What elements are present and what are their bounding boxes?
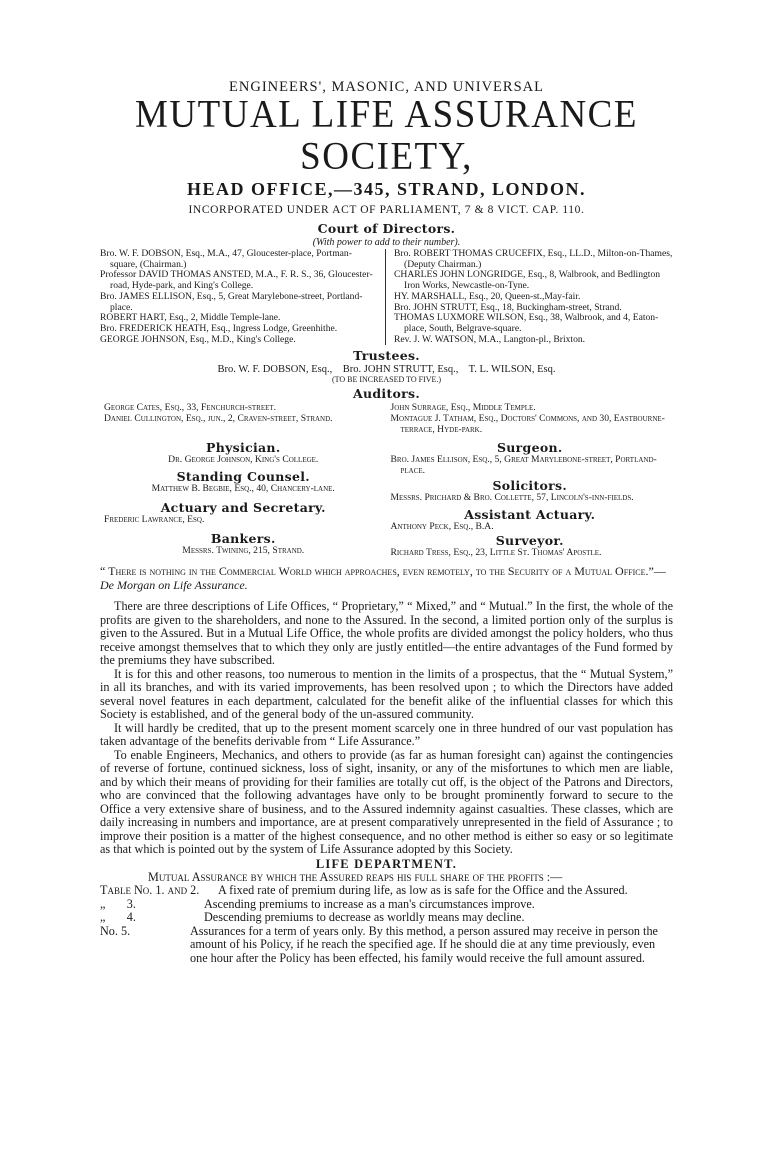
table-key: „ 4.: [100, 910, 136, 925]
counsel-heading: Standing Counsel.: [176, 469, 310, 485]
surveyor: Richard Tress, Esq., 23, Little St. Thomas' Apostle.: [390, 547, 602, 559]
paragraph: It will hardly be credited, that up to the present moment scarcely one in three hundred of our vast population has taken advantage of the benefits derivable from “ Life Assurance.”: [100, 720, 673, 749]
court-note: (With power to add to their number).: [312, 237, 461, 248]
table-row: [100, 884, 673, 898]
court-heading: Court of Directors.: [317, 221, 456, 236]
director: Bro. FREDERICK HEATH, Esq., Ingress Lodge, Greenhithe.: [100, 322, 338, 334]
table-key: Table No. 1. and 2.: [100, 883, 200, 898]
director: HY. MARSHALL, Esq., 20, Queen-st.,May-fair.: [394, 290, 581, 302]
bankers: Messrs. Twining, 215, Strand.: [182, 545, 305, 557]
life-tables: [100, 871, 673, 966]
officers-right: [387, 439, 674, 558]
table-text: A fixed rate of premium during life, as low as is safe for the Office and the Assured.: [218, 883, 628, 898]
incorporation: INCORPORATED UNDER ACT OF PARLIAMENT, 7 & 8 VICT. CAP. 110.: [188, 204, 585, 216]
table-key: No. 5.: [100, 923, 131, 938]
trustees-heading: Trustees.: [353, 348, 420, 364]
prospectus-body: [100, 600, 673, 857]
table-text: Descending premiums to decrease as worldly means may decline.: [204, 910, 525, 925]
directors-right: [386, 249, 673, 345]
quote-text: “ There is nothing in the Commercial World which approaches, even remotely, to the Security of a Mutual Office.”—: [100, 564, 666, 579]
auditors-heading: Auditors.: [352, 386, 421, 402]
actuary: Frederic Lawrance, Esq.: [104, 514, 205, 526]
auditor: Montague J. Tatham, Esq., Doctors' Commons, and 30, Eastbourne-terrace, Hyde-park.: [390, 413, 665, 436]
officers-list: [100, 439, 673, 558]
paragraph: There are three descriptions of Life Offices, “ Proprietary,” “ Mixed,” and “ Mutual.” In the first, the whole of the profits are given to the shareholders, and none to the Assured. In the second, a limited portion only of the surplus is given to the Assured. But in a Mutual Life Office, the whole profits are divided amongst the policy holders, who thus receive amongst themselves that to which they only are justly entitled—the entire advantages of the Fund formed by the premiums they have subscribed.: [100, 599, 673, 668]
director: Bro. JAMES ELLISON, Esq., 5, Great Marylebone-street, Portland-place.: [100, 290, 363, 313]
surveyor-heading: Surveyor.: [495, 533, 564, 549]
auditor: Daniel Cullington, Esq., jun., 2, Craven-street, Strand.: [104, 413, 333, 425]
life-intro: Mutual Assurance by which the Assured reaps his full share of the profits :—: [148, 869, 563, 884]
head-office: HEAD OFFICE,—345, STRAND, LONDON.: [186, 179, 587, 199]
director: THOMAS LUXMORE WILSON, Esq., 38, Walbrook, and 4, Eaton-place, South, Belgrave-square.: [394, 312, 659, 334]
table-text: Ascending premiums to increase as a man's circumstances improve.: [204, 896, 535, 911]
surgeon: Bro. James Ellison, Esq., 5, Great Marylebone-street, Portland-place.: [390, 454, 657, 477]
director: Bro. ROBERT THOMAS CRUCEFIX, Esq., LL.D., Milton-on-Thames, (Deputy Chairman.): [394, 248, 673, 270]
trustees-names: Bro. W. F. DOBSON, Esq., Bro. JOHN STRUTT, Esq., T. L. WILSON, Esq.: [217, 364, 556, 376]
paragraph: It is for this and other reasons, too numerous to mention in the limits of a prospectus, that the “ Mutual System,” in all its branches, and with its varied improvements, has been resolved upon ; to which the Directors have added several novel features in each department, calculated for the benefit alike of the influential classes for which this Society is established, and of the general body of the un-assured community.: [100, 666, 673, 722]
physician: Dr. George Johnson, King's College.: [168, 454, 319, 466]
physician-heading: Physician.: [206, 440, 281, 456]
director: GEORGE JOHNSON, Esq., M.D., King's College.: [100, 333, 296, 345]
solicitors: Messrs. Prichard & Bro. Collette, 57, Lincoln's-inn-fields.: [390, 492, 634, 504]
surgeon-heading: Surgeon.: [496, 440, 563, 456]
director: Bro. JOHN STRUTT, Esq., 18, Buckingham-street, Strand.: [394, 301, 622, 313]
table-key: „ 3.: [100, 896, 136, 911]
auditors-list: [100, 402, 673, 435]
quote-source: De Morgan on Life Assurance.: [100, 578, 248, 593]
trustees-note: (TO BE INCREASED TO FIVE.): [331, 375, 442, 385]
bankers-heading: Bankers.: [210, 531, 276, 547]
director: Professor DAVID THOMAS ANSTED, M.A., F. R. S., 36, Gloucester-road, Hyde-park, and King's College.: [100, 269, 373, 292]
actuary-heading: Actuary and Secretary.: [160, 500, 326, 516]
director: CHARLES JOHN LONGRIDGE, Esq., 8, Walbrook, and Bedlington Iron Works, Newcastle-on-Tyne.: [394, 269, 661, 292]
counsel: Matthew B. Begbie, Esq., 40, Chancery-lane.: [151, 483, 335, 495]
auditors-left: [100, 402, 387, 435]
auditor: George Cates, Esq., 33, Fenchurch-street.: [104, 402, 277, 414]
directors-list: [100, 249, 673, 345]
director: Bro. W. F. DOBSON, Esq., M.A., 47, Gloucester-place, Portman-square, (Chairman.): [100, 248, 352, 270]
director: ROBERT HART, Esq., 2, Middle Temple-lane.: [100, 312, 281, 324]
society-title: MUTUAL LIFE ASSURANCE SOCIETY,: [135, 92, 638, 178]
auditor: John Surrage, Esq., Middle Temple.: [390, 402, 536, 414]
society-subtitle: ENGINEERS', MASONIC, AND UNIVERSAL: [229, 79, 544, 95]
asst-actuary-heading: Assistant Actuary.: [464, 507, 596, 523]
auditors-right: [387, 402, 674, 435]
table-row: [100, 911, 673, 925]
solicitors-heading: Solicitors.: [492, 478, 568, 494]
table-text: Assurances for a term of years only. By this method, a person assured may receive in person the amount of his Policy, if he reach the specified age. If he should die at any time previously, even one hour after the Policy has been effected, his family would receive the full amount assured.: [190, 923, 658, 965]
director: Rev. J. W. WATSON, M.A., Langton-pl., Brixton.: [394, 333, 586, 345]
asst-actuary: Anthony Peck, Esq., B.A.: [390, 521, 494, 533]
directors-left: [100, 249, 386, 345]
table-row: [100, 898, 673, 912]
officers-left: [100, 439, 387, 558]
table-row: [100, 925, 673, 966]
paragraph: To enable Engineers, Mechanics, and others to provide (as far as human foresight can) against the contingencies of reverse of fortune, continued sickness, loss of sight, insanity, or any of the misfortunes to which men are liable, and by which their means of providing for their families are totally cut off, is the object of the Patrons and Directors, who are convinced that the following advantages have only to be brought prominently forward to secure to the Office a very extensive share of business, and to the Assured indemnity against casualties. These classes, which are daily increasing in numbers and importance, are at present comparatively unrepresented in the field of Assurance ; to improve their position is a matter of the highest consequence, and no other method is either so easy or so legitimate as that which is pointed out by the system of Life Assurance adopted by this Society.: [100, 747, 673, 857]
life-department-heading: LIFE DEPARTMENT.: [315, 856, 458, 871]
quotation: [100, 564, 673, 592]
